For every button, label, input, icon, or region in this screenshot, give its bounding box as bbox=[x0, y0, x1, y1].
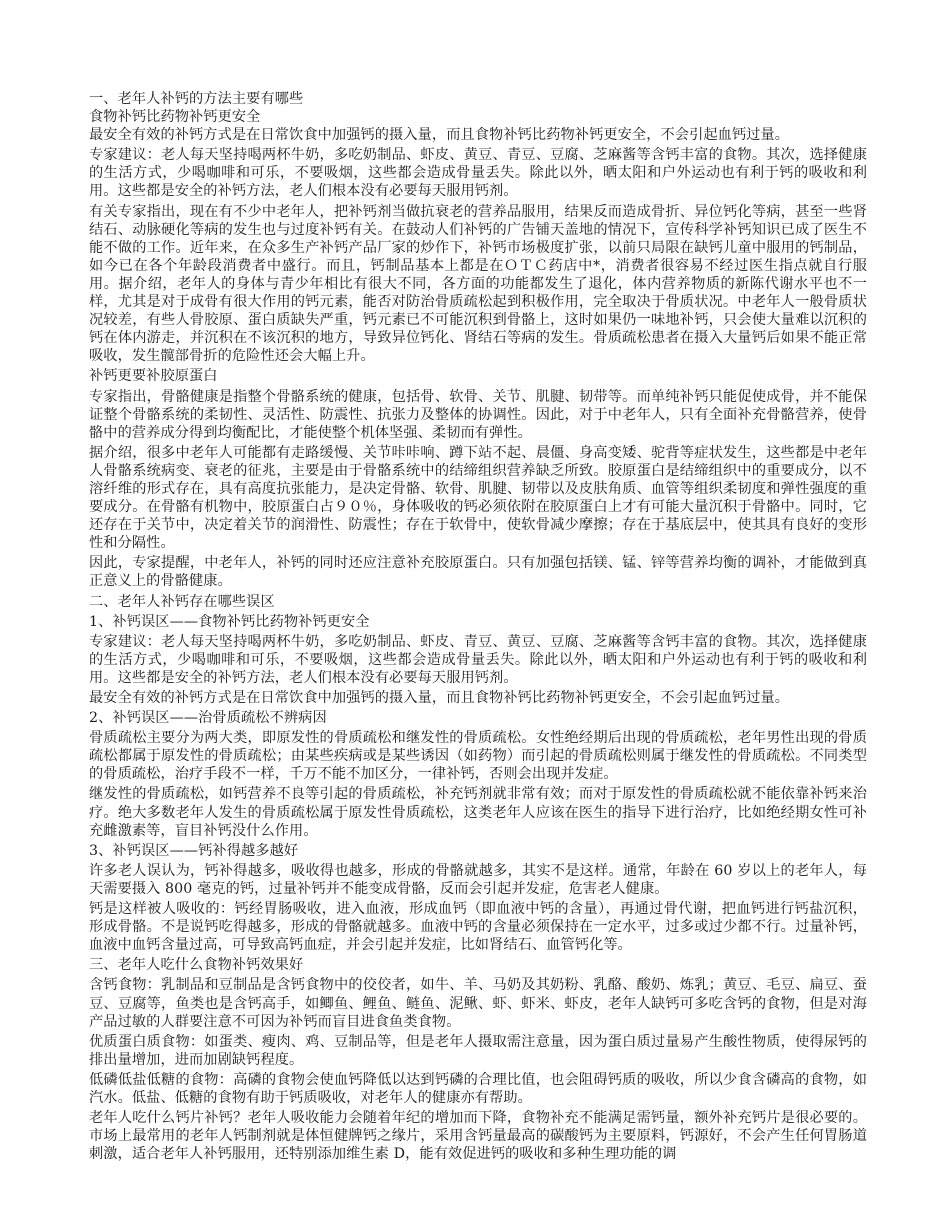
section-2-title: 二、老年人补钙存在哪些误区 bbox=[89, 593, 275, 610]
paragraph: 许多老人误认为，钙补得越多，吸收得也越多，形成的骨骼就越多，其实不是这样。通常，年龄在 60 岁以上的老年人，每天需要摄入 800 毫克的钙，过量补钙并不能变成骨骼，反而会引起并发症，危害老人健康。 bbox=[89, 862, 867, 897]
article-body bbox=[89, 90, 867, 1163]
paragraph: 优质蛋白质食物：如蛋类、瘦肉、鸡、豆制品等，但是老年人摄取需注意量，因为蛋白质过量易产生酸性物质，使得尿钙的排出量增加，进而加剧缺钙程度。 bbox=[89, 1033, 867, 1068]
section-1-subtitle-food: 食物补钙比药物补钙更安全 bbox=[89, 109, 261, 126]
paragraph: 钙是这样被人吸收的：钙经胃肠吸收，进入血液，形成血钙（即血液中钙的含量），再通过骨代谢，把血钙进行钙盐沉积，形成骨骼。不是说钙吃得越多，形成的骨骼就越多。血液中钙的含量必须保持在一定水平，过多或过少都不行。过量补钙，血液中血钙含量过高，可导致高钙血症，并会引起并发症，比如肾结石、血管钙化等。 bbox=[89, 901, 867, 954]
section-1-subtitle-collagen: 补钙更要补胶原蛋白 bbox=[89, 368, 218, 385]
paragraph: 老年人吃什么钙片补钙？老年人吸收能力会随着年纪的增加而下降，食物补充不能满足需钙量，额外补充钙片是很必要的。市场上最常用的老年人钙制剂就是体恒健牌钙之缘片，采用含钙量最高的碳酸钙为主要原料，钙源好，不会产生任何胃肠道刺激，适合老年人补钙服用，还特别添加维生素 D，能有效促进钙的吸收和多种生理功能的调 bbox=[89, 1110, 867, 1163]
paragraph: 专家指出，骨骼健康是指整个骨骼系统的健康，包括骨、软骨、关节、肌腱、韧带等。而单纯补钙只能促使成骨，并不能保证整个骨骼系统的柔韧性、灵活性、防震性、抗张力及整体的协调性。因此，对于中老年人，只有全面补充骨骼营养，使骨骼中的营养成分得到均衡配比，才能使整个机体坚强、柔韧而有弹性。 bbox=[89, 388, 867, 441]
paragraph: 最安全有效的补钙方式是在日常饮食中加强钙的摄入量，而且食物补钙比药物补钙更安全，不会引起血钙过量。 bbox=[89, 690, 790, 706]
paragraph: 专家建议：老人每天坚持喝两杯牛奶，多吃奶制品、虾皮、黄豆、青豆、豆腐、芝麻酱等含钙丰富的食物。其次，选择健康的生活方式，少喝咖啡和可乐，不要吸烟，这些都会造成骨量丢失。除此以外，晒太阳和户外运动也有利于钙的吸收和利用。这些都是安全的补钙方法，老人们根本没有必要每天服用钙剂。 bbox=[89, 147, 867, 200]
section-2-item-2: 2、补钙误区——治骨质疏松不辨病因 bbox=[89, 710, 327, 727]
paragraph: 最安全有效的补钙方式是在日常饮食中加强钙的摄入量，而且食物补钙比药物补钙更安全，不会引起血钙过量。 bbox=[89, 127, 790, 144]
paragraph: 专家建议：老人每天坚持喝两杯牛奶，多吃奶制品、虾皮、青豆、黄豆、豆腐、芝麻酱等含钙丰富的食物。其次，选择健康的生活方式，少喝咖啡和可乐，不要吸烟，这些都会造成骨量丢失。除此以外，晒太阳和户外运动也有利于钙的吸收和利用。这些都是安全的补钙方法，老人们根本没有必要每天服用钙剂。 bbox=[89, 633, 867, 686]
section-2-item-1: 1、补钙误区——食物补钙比药物补钙更安全 bbox=[89, 613, 370, 630]
section-3-title: 三、老年人吃什么食物补钙效果好 bbox=[89, 957, 304, 974]
paragraph: 有关专家指出，现在有不少中老年人，把补钙剂当做抗衰老的营养品服用，结果反而造成骨折、异位钙化等病，甚至一些肾结石、动脉硬化等病的发生也与过度补钙有关。在鼓动人们补钙的广告铺天盖地的情况下，宣传科学补钙知识已成了医生不能不做的工作。近年来，在众多生产补钙产品厂家的炒作下，补钙市场极度扩张，以前只局限在缺钙儿童中服用的钙制品，如今已在各个年龄段消费者中盛行。而且，钙制品基本上都是在ＯＴＣ药店中*，消费者很容易不经过医生指点就自行服用。据介绍，老年人的身体与青少年相比有很大不同，各方面的功能都发生了退化，体内营养物质的新陈代谢水平也不一样，尤其是对于成骨有很大作用的钙元素，能否对防治骨质疏松起到积极作用，完全取决于骨质状况。中老年人一般骨质状况较差，有些人骨胶原、蛋白质缺失严重，钙元素已不可能沉积到骨骼上，这时如果仍一味地补钙，只会使大量难以沉积的钙在体内游走，并沉积在不该沉积的地方，导致异位钙化、肾结石等病的发生。骨质疏松患者在摄入大量钙后如果不能正常吸收，发生髋部骨折的危险性还会大幅上升。 bbox=[89, 203, 867, 365]
paragraph: 骨质疏松主要分为两大类，即原发性的骨质疏松和继发性的骨质疏松。女性绝经期后出现的骨质疏松，老年男性出现的骨质疏松都属于原发性的骨质疏松；由某些疾病或是某些诱因（如药物）而引起的骨质疏松则属于继发性的骨质疏松。不同类型的骨质疏松，治疗手段不一样，千万不能不加区分，一律补钙，否则会出现并发症。 bbox=[89, 730, 867, 783]
section-1-title: 一、老年人补钙的方法主要有哪些 bbox=[89, 91, 304, 107]
paragraph: 据介绍，很多中老年人可能都有走路缓慢、关节咔咔响、蹲下站不起、晨僵、身高变矮、驼背等症状发生，这些都是中老年人骨骼系统病变、衰老的征兆，主要是由于骨骼系统中的结缔组织营养缺乏所致。胶原蛋白是结缔组织中的重要成分，以不溶纤维的形式存在，具有高度抗张能力，是决定骨骼、软骨、肌腱、韧带以及皮肤角质、血管等组织柔韧度和弹性强度的重要成分。在骨骼有机物中，胶原蛋白占９０％，身体吸收的钙必须依附在胶原蛋白上才有可能大量沉积于骨骼中。同时，它还存在于关节中，决定着关节的润滑性、防震性；存在于软骨中，使软骨减少摩擦；存在于基底层中，使其具有良好的变形性和分隔性。 bbox=[89, 444, 867, 552]
paragraph: 含钙食物：乳制品和豆制品是含钙食物中的佼佼者，如牛、羊、马奶及其奶粉、乳酪、酸奶、炼乳；黄豆、毛豆、扁豆、蚕豆、豆腐等，鱼类也是含钙高手，如鲫鱼、鲤鱼、鲢鱼、泥鳅、虾、虾米、虾皮，老年人缺钙可多吃含钙的食物，但是对海产品过敏的人群要注意不可因为补钙而盲目进食鱼类食物。 bbox=[89, 977, 867, 1030]
paragraph: 低磷低盐低糖的食物：高磷的食物会使血钙降低以达到钙磷的合理比值，也会阻碍钙质的吸收，所以少食含磷高的食物，如汽水。低盐、低糖的食物有助于钙质吸收，对老年人的健康亦有帮助。 bbox=[89, 1071, 867, 1106]
paragraph: 继发性的骨质疏松，如钙营养不良等引起的骨质疏松，补充钙剂就非常有效；而对于原发性的骨质疏松就不能依靠补钙来治疗。绝大多数老年人发生的骨质疏松属于原发性骨质疏松，这类老年人应该在医生的指导下进行治疗，比如绝经期女性可补充雌激素等，盲目补钙没什么作用。 bbox=[89, 786, 867, 839]
paragraph: 因此，专家提醒，中老年人，补钙的同时还应注意补充胶原蛋白。只有加强包括镁、锰、锌等营养均衡的调补，才能做到真正意义上的骨骼健康。 bbox=[89, 555, 867, 590]
section-2-item-3: 3、补钙误区——钙补得越多越好 bbox=[89, 842, 299, 859]
